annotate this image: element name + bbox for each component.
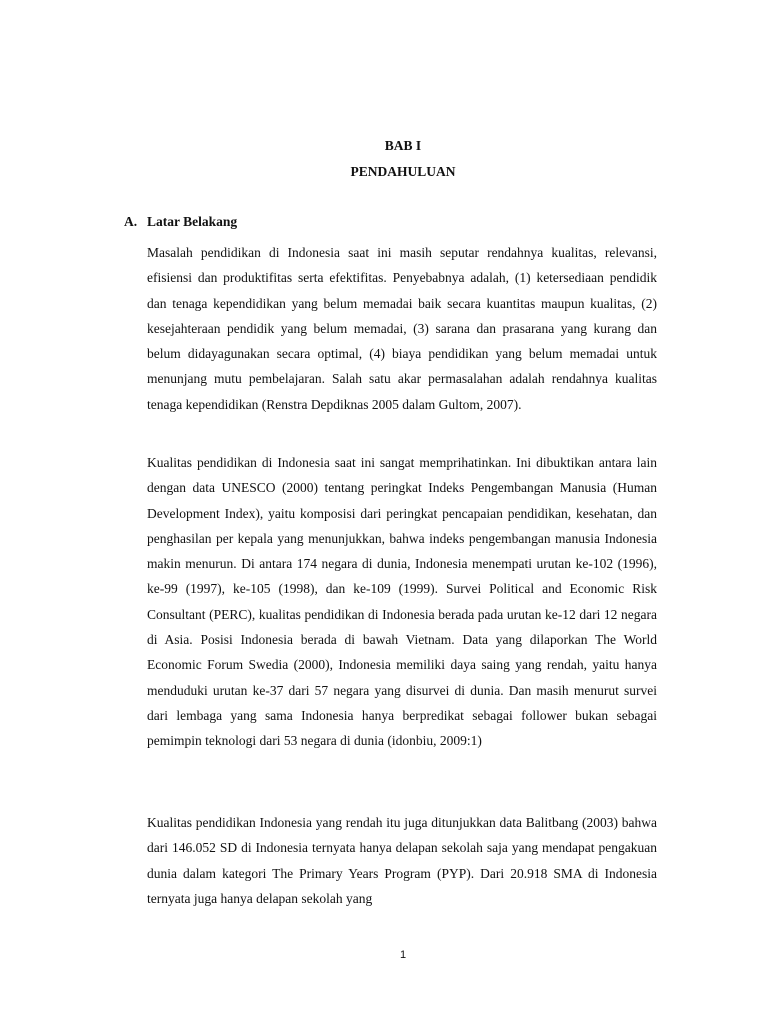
paragraph-1: Masalah pendidikan di Indonesia saat ini masih seputar rendahnya kualitas, relevansi, efisiensi dan produktifitas serta efektifitas. Penyebabnya adalah, (1) ketersediaan pendidik dan tenaga kependidikan yang belum memadai baik secara kuantitas maupun kualitas, (2) kesejahteraan pendidik yang belum memadai, (3) sarana dan prasarana yang kurang dan belum didayagunakan secara optimal, (4) biaya pendidikan yang belum memadai untuk menunjang mutu pembelajaran. Salah satu akar permasalahan adalah rendahnya kualitas tenaga kependidikan (Renstra Depdiknas 2005 dalam Gultom, 2007). xyxy=(147,245,657,412)
section-title: Latar Belakang xyxy=(147,214,238,229)
page-number: 1 xyxy=(399,949,407,961)
chapter-number: BAB I xyxy=(384,138,422,153)
chapter-title: PENDAHULUAN xyxy=(350,164,456,179)
section-marker: A. xyxy=(124,214,138,229)
section-heading xyxy=(124,214,237,230)
paragraph-3: Kualitas pendidikan Indonesia yang rendah itu juga ditunjukkan data Balitbang (2003) bahwa dari 146.052 SD di Indonesia ternyata hanya delapan sekolah saja yang mendapat pengakuan dunia dalam kategori The Primary Years Program (PYP). Dari 20.918 SMA di Indonesia ternyata juga hanya delapan sekolah yang xyxy=(147,815,657,906)
paragraph-2: Kualitas pendidikan di Indonesia saat ini sangat memprihatinkan. Ini dibuktikan antara lain dengan data UNESCO (2000) tentang peringkat Indeks Pengembangan Manusia (Human Development Index), yaitu komposisi dari peringkat pencapaian pendidikan, kesehatan, dan penghasilan per kepala yang menunjukkan, bahwa indeks pengembangan manusia Indonesia makin menurun. Di antara 174 negara di dunia, Indonesia menempati urutan ke-102 (1996), ke-99 (1997), ke-105 (1998), dan ke-109 (1999). Survei Political and Economic Risk Consultant (PERC), kualitas pendidikan di Indonesia berada pada urutan ke-12 dari 12 negara di Asia. Posisi Indonesia berada di bawah Vietnam. Data yang dilaporkan The World Economic Forum Swedia (2000), Indonesia memiliki daya saing yang rendah, yaitu hanya menduduki urutan ke-37 dari 57 negara yang disurvei di dunia. Dan masih menurut survei dari lembaga yang sama Indonesia hanya berpredikat sebagai follower bukan sebagai pemimpin teknologi dari 53 negara di dunia (idonbiu, 2009:1) xyxy=(147,455,657,749)
